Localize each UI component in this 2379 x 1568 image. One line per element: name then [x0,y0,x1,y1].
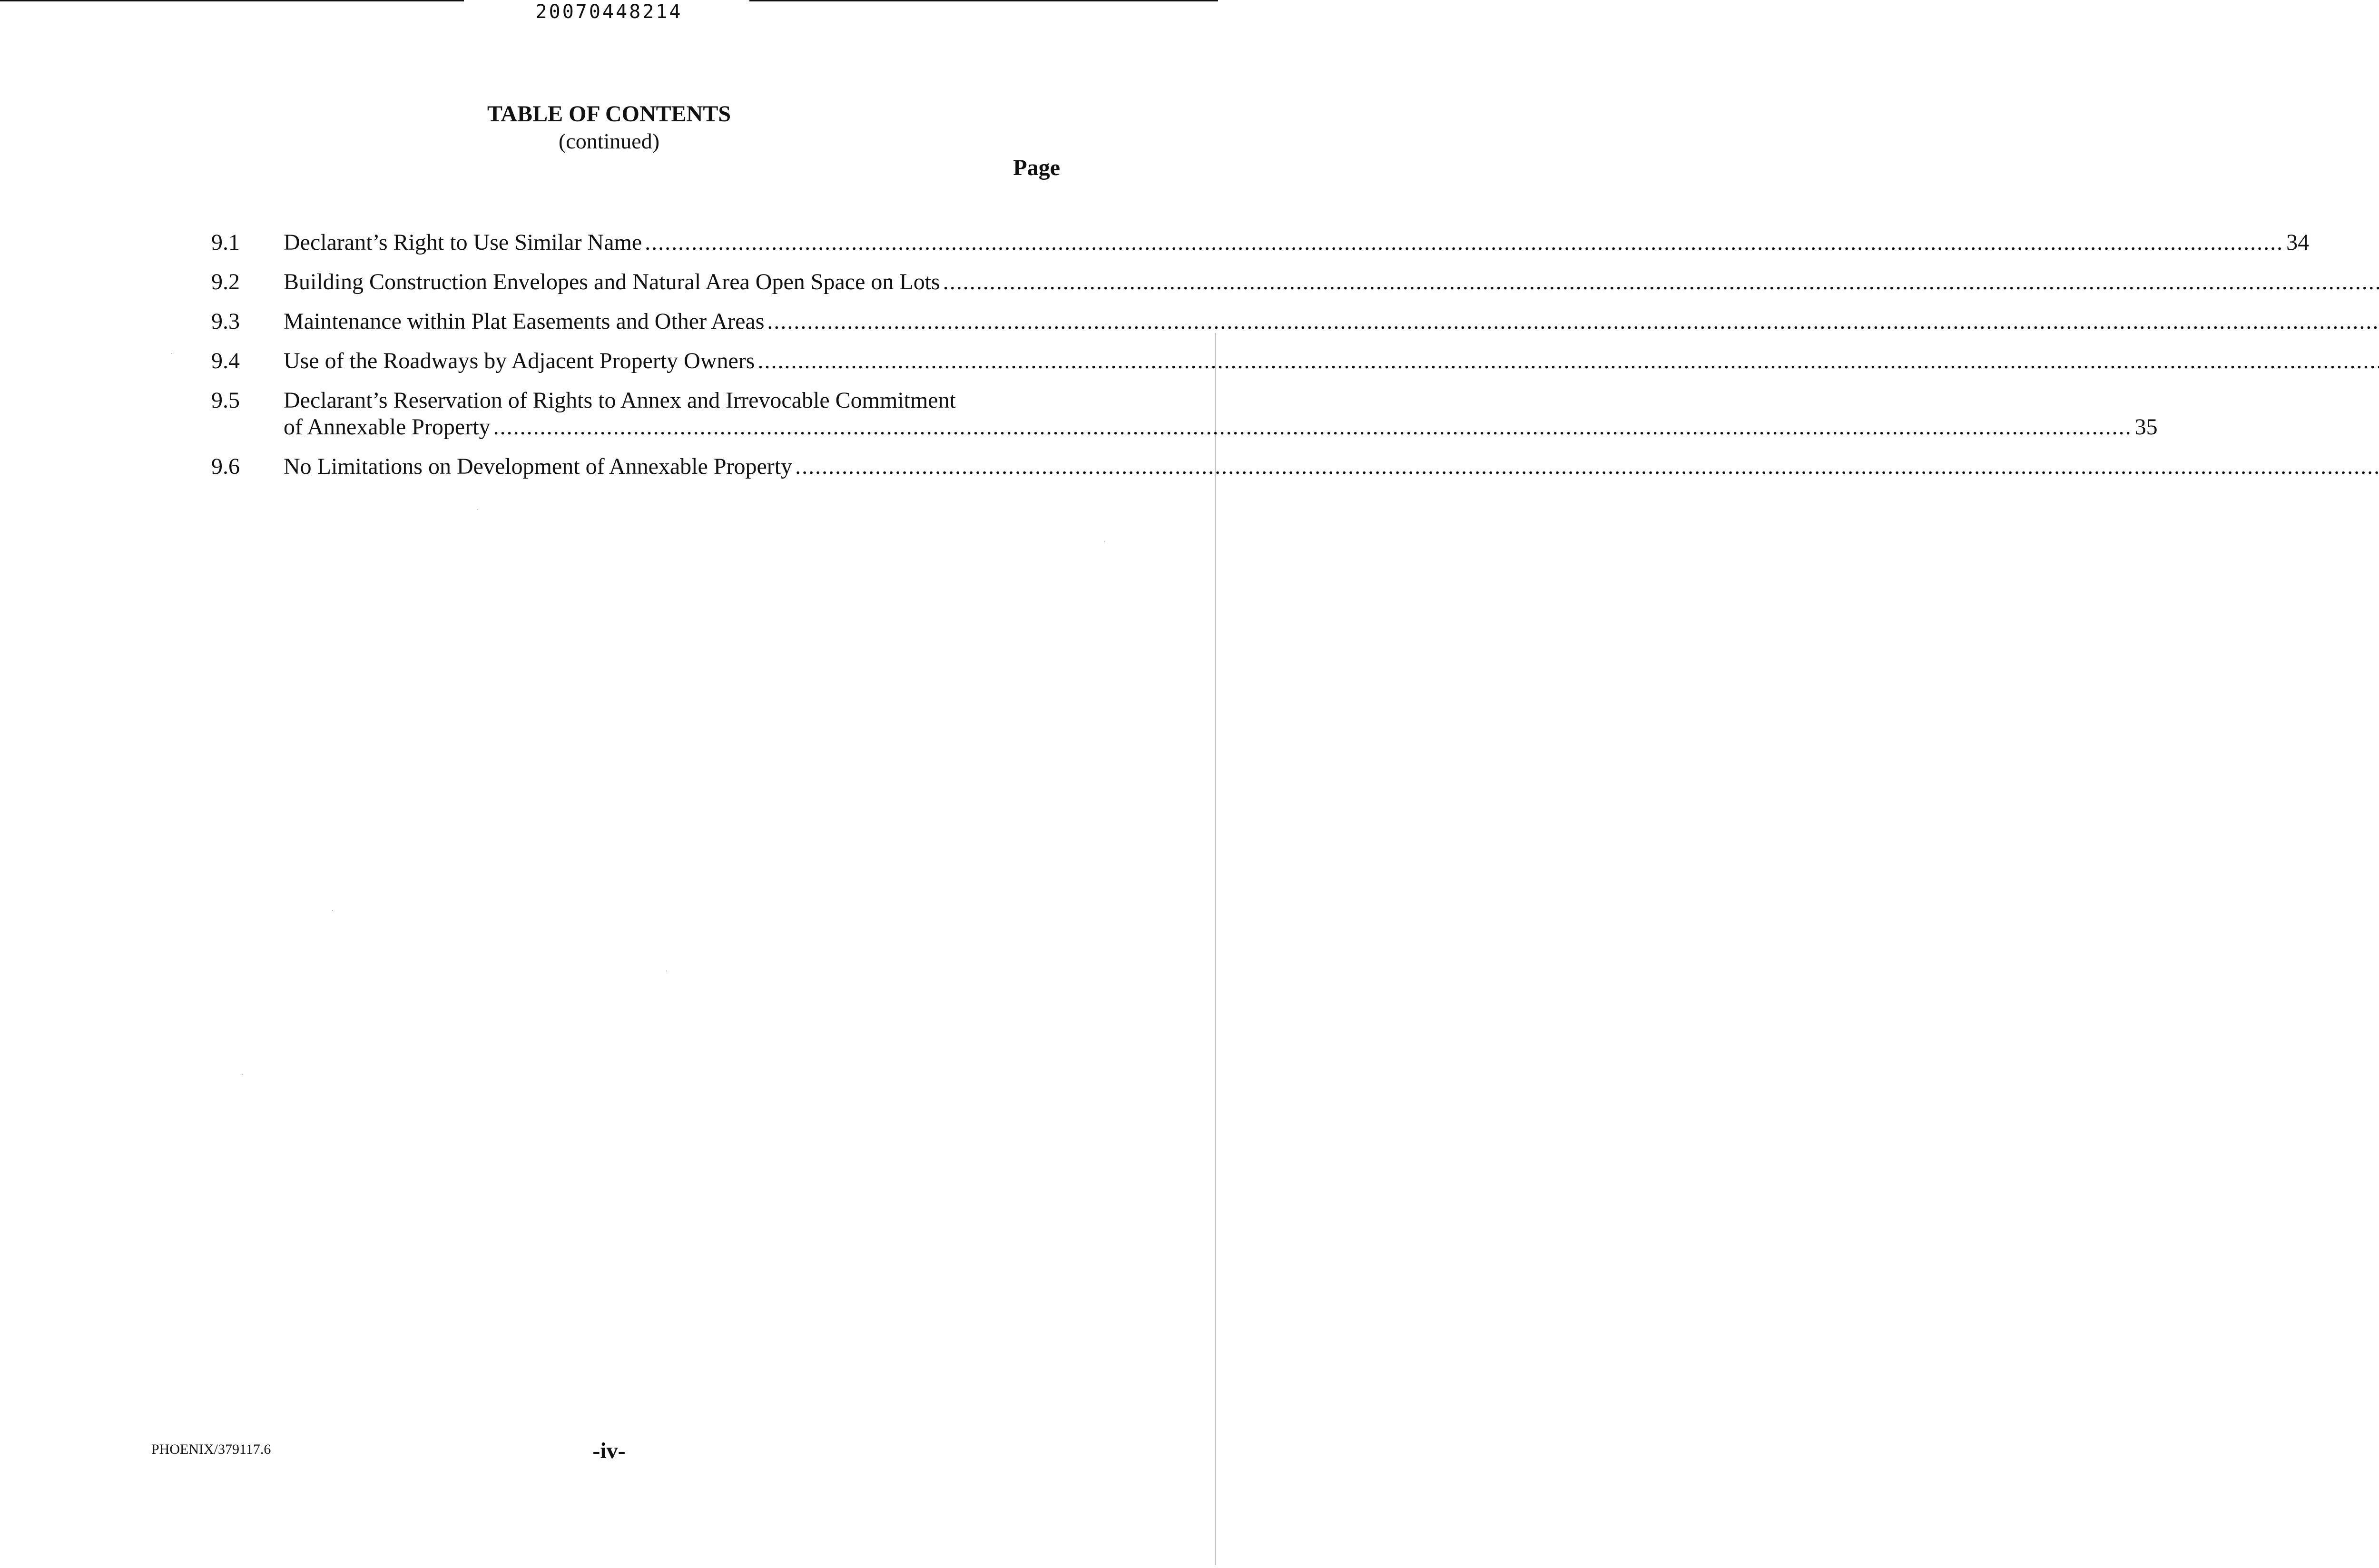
toc-entry-title-line1: Declarant’s Reservation of Rights to Annex and Irrevocable Commitment [284,388,956,413]
dot-leader [757,348,2379,374]
scan-speck [477,509,478,510]
toc-entry-title: Declarant’s Right to Use Similar Name [284,230,642,255]
footer-page-number: -iv- [592,1438,626,1463]
toc-entry-title-line2: of Annexable Property [284,414,491,440]
toc-title: TABLE OF CONTENTS [487,101,731,127]
toc-entry[interactable] [211,387,2158,441]
toc-entry[interactable] [211,348,1064,374]
toc-entry-title: Maintenance within Plat Easements and Other Areas [284,309,765,334]
toc-entry-title: Use of the Roadways by Adjacent Property Owners [284,348,755,373]
toc-entry-title: Building Construction Envelopes and Natural Area Open Space on Lots [284,269,940,294]
scan-speck [171,353,172,354]
toc-entry[interactable] [211,453,1064,480]
scan-edge-line [1215,333,1216,1565]
scan-speck [332,910,333,911]
toc-entry-number: 9.2 [211,269,240,294]
toc-list [211,229,2310,493]
scan-speck [242,1074,243,1075]
toc-entry-page: 35 [2134,414,2158,440]
dot-leader [645,229,2283,256]
toc-entry-title: No Limitations on Development of Annexable Property [284,454,793,479]
scan-speck [1104,541,1105,542]
toc-entry-number: 9.1 [211,230,240,255]
toc-entry[interactable] [211,229,2310,256]
footer-document-id: PHOENIX/379117.6 [151,1441,271,1457]
toc-entry-number: 9.6 [211,454,240,479]
document-number: 20070448214 [535,1,683,23]
dot-leader [767,308,2379,335]
toc-entry-number: 9.3 [211,309,240,334]
toc-entry[interactable] [211,308,1064,335]
toc-entry-number: 9.4 [211,348,240,373]
toc-subtitle: (continued) [558,129,660,153]
toc-entry[interactable] [211,269,1064,295]
dot-leader [795,453,2379,480]
scan-speck [666,970,667,971]
toc-entry-page: 34 [2286,230,2310,255]
toc-entry-number: 9.5 [211,388,240,413]
dot-leader [943,269,2379,295]
dot-leader [493,414,2132,441]
page-column-label: Page [1013,155,1060,180]
